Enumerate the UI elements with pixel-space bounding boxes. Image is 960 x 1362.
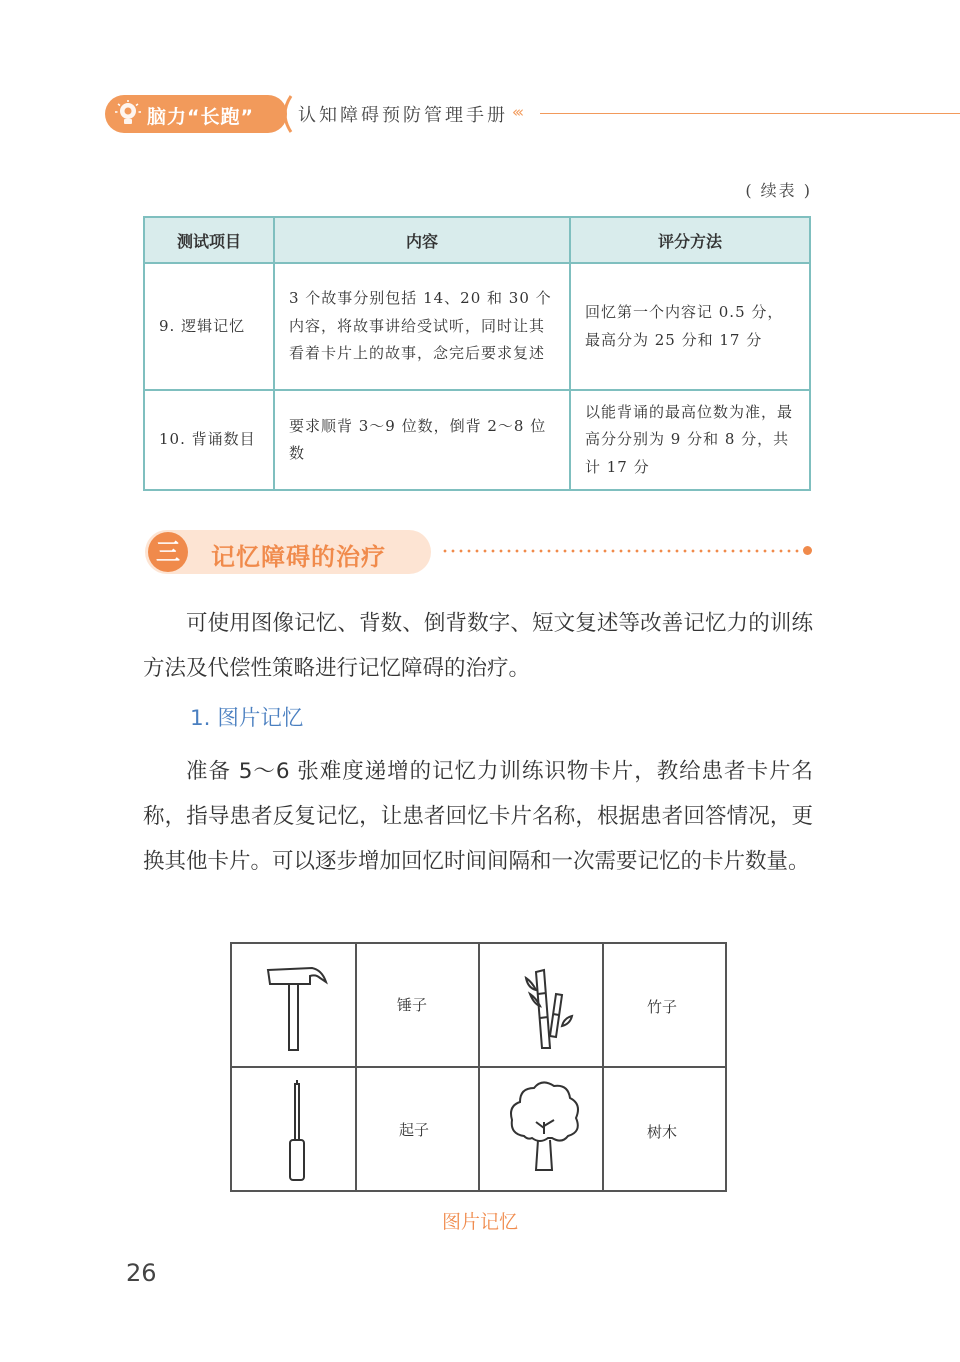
hammer-icon [262,962,332,1054]
dot-end [803,546,812,555]
paragraph: 可使用图像记忆、背数、倒背数字、短文复述等改善记忆力的训练方法及代偿性策略进行记忆障碍的治疗。 [143,611,813,681]
table-cell: 3 个故事分别包括 14、20 和 30 个内容，将故事讲给受试听，同时让其看着卡片上的故事，念完后要求复述 [274,263,570,390]
table-row [144,263,810,390]
table-header-row [144,217,810,263]
table-cell: 回忆第一个内容记 0.5 分，最高分为 25 分和 17 分 [570,263,810,390]
scoring-table [143,216,811,491]
figure-caption: 图片记忆 [441,1211,518,1233]
table-cell: 要求顺背 3～9 位数，倒背 2～8 位数 [274,390,570,490]
page-number: 26 [126,1259,157,1287]
brand-pill [105,95,287,133]
dotted-rule [441,549,801,553]
card-label: 起子 [399,1121,430,1139]
continued-note: ( 续表 ) [745,181,812,200]
brand-title: 脑力“长跑” [147,106,254,128]
card-label: 锤子 [397,996,428,1014]
table-cell: 以能背诵的最高位数为准，最高分分别为 9 分和 8 分，共计 17 分 [570,390,810,490]
tree-icon [504,1078,584,1178]
book-title: 认知障碍预防管理手册 [298,105,508,126]
lightbulb-icon [115,100,141,128]
running-header [0,95,960,135]
header-separator [275,95,295,133]
paragraph: 准备 5～6 张难度递增的记忆力训练识物卡片，教给患者卡片名称，指导患者反复记忆，让患者回忆卡片名称，根据患者回答情况，更换其他卡片。可以逐步增加回忆时间间隔和一次需要记忆的卡片数量。 [143,759,813,874]
header-rule [540,113,960,114]
section-number: 三 [148,532,188,572]
section-title: 记忆障碍的治疗 [211,543,386,571]
table-cell: 10. 背诵数目 [144,390,274,490]
card-label: 竹子 [647,998,678,1016]
column-header: 测试项目 [144,217,274,263]
card-label: 树木 [647,1123,678,1141]
column-header: 评分方法 [570,217,810,263]
picture-grid [230,942,727,1192]
section-heading [145,530,815,574]
table-cell: 9. 逻辑记忆 [144,263,274,390]
column-header: 内容 [274,217,570,263]
bamboo-icon [512,964,582,1054]
subheading: 1. 图片记忆 [190,706,304,731]
screwdriver-icon [282,1078,312,1184]
arrows-icon: ‹‹‹ [512,103,521,121]
table-row [144,390,810,490]
